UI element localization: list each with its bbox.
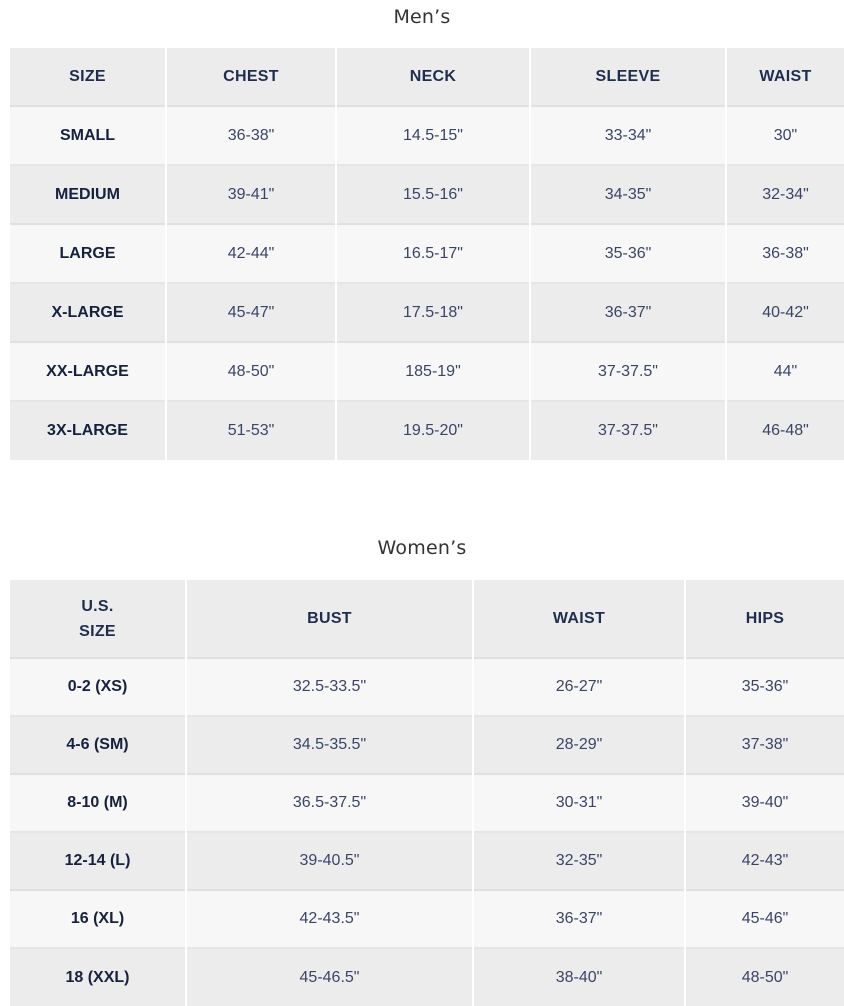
mens-waist-value: 46-48" — [726, 401, 844, 460]
table-row — [10, 658, 844, 716]
table-row — [10, 890, 844, 948]
womens-hips-value: 37-38" — [685, 716, 844, 774]
womens-header-us-size-label — [79, 594, 116, 644]
mens-neck-value: 16.5-17" — [336, 224, 530, 283]
mens-neck-value: 19.5-20" — [336, 401, 530, 460]
mens-waist-value: 36-38" — [726, 224, 844, 283]
womens-hips-value: 48-50" — [685, 948, 844, 1006]
mens-size-label: SMALL — [10, 106, 166, 165]
mens-neck-value: 17.5-18" — [336, 283, 530, 342]
mens-size-chart — [10, 48, 844, 460]
mens-sleeve-value: 37-37.5" — [530, 342, 726, 401]
mens-size-label: X-LARGE — [10, 283, 166, 342]
mens-neck-value: 185-19" — [336, 342, 530, 401]
table-row — [10, 342, 844, 401]
mens-sleeve-value: 36-37" — [530, 283, 726, 342]
mens-header-row — [10, 48, 844, 106]
mens-chest-value: 36-38" — [166, 106, 336, 165]
womens-header-bust: BUST — [186, 580, 473, 658]
womens-bust-value: 34.5-35.5" — [186, 716, 473, 774]
mens-header-chest: CHEST — [166, 48, 336, 106]
womens-size-label: 16 (XL) — [10, 890, 186, 948]
womens-size-chart — [10, 580, 844, 1006]
womens-size-label: 12-14 (L) — [10, 832, 186, 890]
womens-hips-value: 35-36" — [685, 658, 844, 716]
table-row — [10, 716, 844, 774]
womens-hips-value: 42-43" — [685, 832, 844, 890]
mens-size-label: XX-LARGE — [10, 342, 166, 401]
table-row — [10, 948, 844, 1006]
womens-header-us-size — [10, 580, 186, 658]
mens-waist-value: 44" — [726, 342, 844, 401]
womens-waist-value: 32-35" — [473, 832, 685, 890]
table-row — [10, 283, 844, 342]
womens-header-row — [10, 580, 844, 658]
womens-bust-value: 45-46.5" — [186, 948, 473, 1006]
womens-bust-value: 42-43.5" — [186, 890, 473, 948]
womens-size-label: 4-6 (SM) — [10, 716, 186, 774]
mens-chest-value: 48-50" — [166, 342, 336, 401]
womens-bust-value: 39-40.5" — [186, 832, 473, 890]
mens-neck-value: 14.5-15" — [336, 106, 530, 165]
table-row — [10, 165, 844, 224]
womens-header-us: U.S. — [81, 597, 114, 615]
mens-chest-value: 42-44" — [166, 224, 336, 283]
mens-header-size: SIZE — [10, 48, 166, 106]
womens-waist-value: 36-37" — [473, 890, 685, 948]
mens-neck-value: 15.5-16" — [336, 165, 530, 224]
mens-header-neck: NECK — [336, 48, 530, 106]
mens-chest-value: 51-53" — [166, 401, 336, 460]
womens-header-hips: HIPS — [685, 580, 844, 658]
womens-bust-value: 36.5-37.5" — [186, 774, 473, 832]
mens-sleeve-value: 34-35" — [530, 165, 726, 224]
table-row — [10, 106, 844, 165]
mens-header-sleeve: SLEEVE — [530, 48, 726, 106]
womens-size-label: 18 (XXL) — [10, 948, 186, 1006]
table-row — [10, 832, 844, 890]
mens-chest-value: 39-41" — [166, 165, 336, 224]
mens-sleeve-value: 33-34" — [530, 106, 726, 165]
table-row — [10, 401, 844, 460]
womens-waist-value: 26-27" — [473, 658, 685, 716]
womens-waist-value: 28-29" — [473, 716, 685, 774]
table-row — [10, 224, 844, 283]
mens-size-label: 3X-LARGE — [10, 401, 166, 460]
mens-waist-value: 40-42" — [726, 283, 844, 342]
mens-waist-value: 30" — [726, 106, 844, 165]
mens-size-label: LARGE — [10, 224, 166, 283]
mens-waist-value: 32-34" — [726, 165, 844, 224]
table-row — [10, 774, 844, 832]
mens-header-waist: WAIST — [726, 48, 844, 106]
womens-waist-value: 38-40" — [473, 948, 685, 1006]
mens-sleeve-value: 37-37.5" — [530, 401, 726, 460]
mens-sleeve-value: 35-36" — [530, 224, 726, 283]
womens-waist-value: 30-31" — [473, 774, 685, 832]
womens-bust-value: 32.5-33.5" — [186, 658, 473, 716]
womens-hips-value: 45-46" — [685, 890, 844, 948]
womens-section-title: Women’s — [377, 537, 467, 559]
mens-section-title: Men’s — [393, 6, 451, 28]
mens-size-label: MEDIUM — [10, 165, 166, 224]
mens-chest-value: 45-47" — [166, 283, 336, 342]
womens-header-waist: WAIST — [473, 580, 685, 658]
womens-size-label: 8-10 (M) — [10, 774, 186, 832]
womens-header-size: SIZE — [79, 622, 116, 640]
womens-size-label: 0-2 (XS) — [10, 658, 186, 716]
womens-hips-value: 39-40" — [685, 774, 844, 832]
